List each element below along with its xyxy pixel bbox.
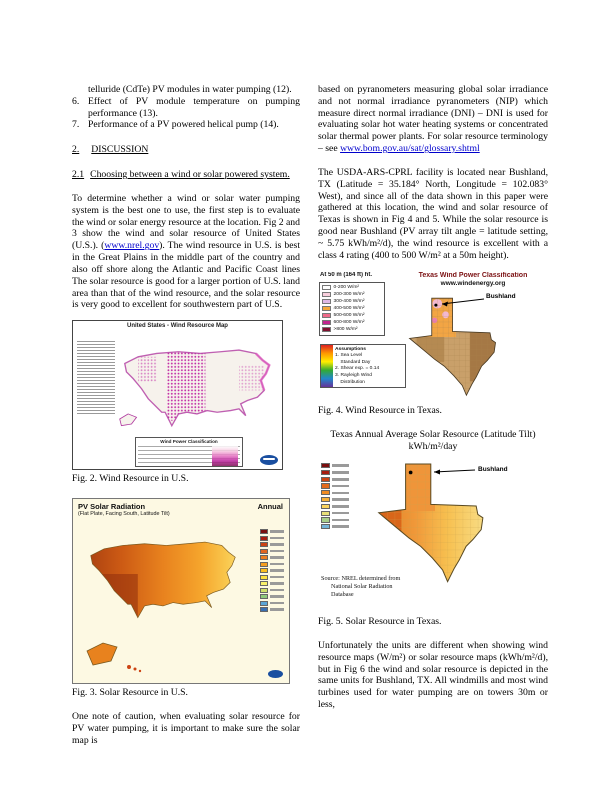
fig3-caption: Fig. 3. Solar Resource in U.S.	[72, 687, 188, 699]
fig2-legend-title: Wind Power Classification	[160, 439, 218, 445]
figure-2-us-wind-map	[72, 320, 283, 470]
legend-swatch	[322, 306, 331, 311]
paragraph-caution-note: One note of caution, when evaluating solar resource for PV water pumping, it is important to make sure the solar map is	[72, 710, 300, 746]
fig5-title: Texas Annual Average Solar Resource (Latitude Tilt)	[330, 429, 536, 441]
fig5-units: kWh/m²/day	[408, 441, 458, 453]
bom-glossary-link[interactable]: www.bom.gov.au/sat/glossary.shtml	[340, 143, 480, 155]
list-item-7	[72, 119, 300, 131]
list-item-5-continuation: telluride (CdTe) PV modules in water pumping (12).	[88, 84, 292, 95]
right-column	[318, 84, 548, 711]
paragraph-wind-solar-evaluation: To determine whether a wind or solar water pumping system is the best one to use, the first step is to evaluate the wind or solar energy resource at the location. Fig 2 and 3 show the wind and solar resource of United States (U.S.). (www.nrel.gov). The wind resource in U.S. is best in the Great Plains in the middle part of the country and also off shore along the Atlantic and Pacific Coast lines The solar resource is good for a larger portion of U.S. land area than that of the wind resource, and the solar resource is very good to excellent for southwestern part of U.S.	[72, 192, 301, 311]
legend-label: 200-300 W/m²	[333, 291, 365, 297]
subsection-heading: 2.1 Choosing between a wind or solar powered system.	[72, 169, 290, 181]
fig5-caption: Fig. 5. Solar Resource in Texas.	[318, 616, 442, 628]
fig4-assumptions-box	[320, 344, 406, 388]
us-wind-map-graphic	[113, 331, 281, 433]
left-column	[72, 84, 300, 746]
fig3-subtitle: (Flat Plate, Facing South, Latitude Tilt)	[78, 511, 170, 518]
fig2-legend-table	[135, 437, 243, 467]
nrel-link[interactable]: www.nrel.gov	[104, 240, 160, 252]
legend-swatch	[322, 285, 331, 290]
paragraph-usda-facility: The USDA-ARS-CPRL facility is located near Bushland, TX (Latitude = 35.184° North, Longitude = 102.083° West), and since all of the data shown in this paper were gathered at this location, the wind and solar resource of Texas is shown in Fig 4 and 5. While the solar resource is good near Bushland (PV array tilt angle = latitude setting, ~ 5.75 kWh/m²/d), the wind resource is excellent with a class 4 rating (400 to 500 W/m² at a 50m height).	[318, 166, 548, 261]
legend-label: 600-800 W/m²	[333, 319, 365, 325]
fig2-side-text-placeholder	[77, 341, 115, 415]
figure-3-us-solar-map	[72, 498, 290, 684]
legend-swatch	[322, 313, 331, 318]
fig3-title: PV Solar Radiation	[78, 502, 146, 512]
fig4-website: www.windenergy.org	[440, 280, 506, 288]
section-heading-discussion: 2. DISCUSSION	[72, 144, 149, 156]
fig4-titles	[398, 272, 548, 288]
texas-wind-map-graphic	[404, 294, 508, 398]
legend-swatch	[322, 320, 331, 325]
legend-label: >800 W/m²	[333, 326, 358, 332]
us-solar-map-graphic	[79, 523, 247, 625]
fig4-height-label: At 50 m (164 ft) ht.	[320, 271, 373, 278]
legend-swatch	[322, 299, 331, 304]
figure-4-texas-wind-map	[318, 272, 548, 402]
legend-label: 300-400 W/m²	[333, 298, 365, 304]
list-number: 7.	[72, 119, 80, 131]
list-number: 6.	[72, 95, 80, 107]
fig3-period-label: Annual	[257, 502, 283, 512]
list-text: Effect of PV module temperature on pumping performance (13).	[88, 95, 300, 119]
fig5-color-legend	[321, 463, 349, 531]
fig2-caption: Fig. 2. Wind Resource in U.S.	[72, 473, 189, 485]
fig5-source-note: Source: NREL determined from National Solar Radiation Database	[321, 575, 401, 599]
legend-swatch	[322, 292, 331, 297]
paragraph-units-difference: Unfortunately the units are different when showing wind resource maps (W/m²) or solar resource maps (kWh/m²/d), but in Fig 6 the wind and solar resource is depicted in the same units for Bushland, TX. All windmills and most wind turbines used for water pumping are on towers 30m or less,	[318, 639, 548, 711]
fig2-map-title: United States - Wind Resource Map	[127, 323, 228, 330]
texas-solar-map-graphic	[372, 459, 498, 585]
figure-5-texas-solar-map	[318, 455, 548, 613]
fig2-legend-rows-placeholder	[138, 446, 240, 466]
alaska-hawaii-inset-graphic	[81, 631, 151, 675]
list-text: Performance of a PV powered helical pump (14).	[88, 119, 279, 131]
legend-label: 500-600 W/m²	[333, 312, 365, 318]
fig4-assumptions-text: Assumptions 1. Sea Level Standard Day 2. Shear exp. = 0.14 3. Rayleigh Wind Distribution	[335, 346, 380, 385]
list-item-6	[72, 96, 300, 120]
fig4-bushland-label: Bushland	[486, 292, 516, 300]
fig4-rainbow-strip	[321, 345, 333, 387]
fig4-legend	[319, 282, 385, 336]
fig4-title: Texas Wind Power Classification	[418, 271, 528, 279]
paragraph-pyranometers: based on pyranometers measuring global solar irradiance and not normal irradiance pyranometers (NIP) which measure direct normal irradiance (DNI) – DNI is used for evaluating solar hot water heating systems or concentrated solar thermal power plants. For solar resource terminology – see www.bom.gov.au/sat/glossary.shtml	[318, 84, 548, 155]
nrel-logo-icon	[268, 670, 283, 678]
fig5-bushland-label: Bushland	[478, 466, 508, 474]
legend-label: 0-200 W/m²	[333, 284, 360, 290]
fig4-caption: Fig. 4. Wind Resource in Texas.	[318, 404, 442, 416]
fig3-color-legend	[260, 529, 284, 614]
legend-label: 400-500 W/m²	[333, 305, 365, 311]
nrel-logo-icon	[260, 455, 278, 465]
fig5-title-block	[318, 429, 548, 453]
legend-swatch	[322, 327, 331, 332]
